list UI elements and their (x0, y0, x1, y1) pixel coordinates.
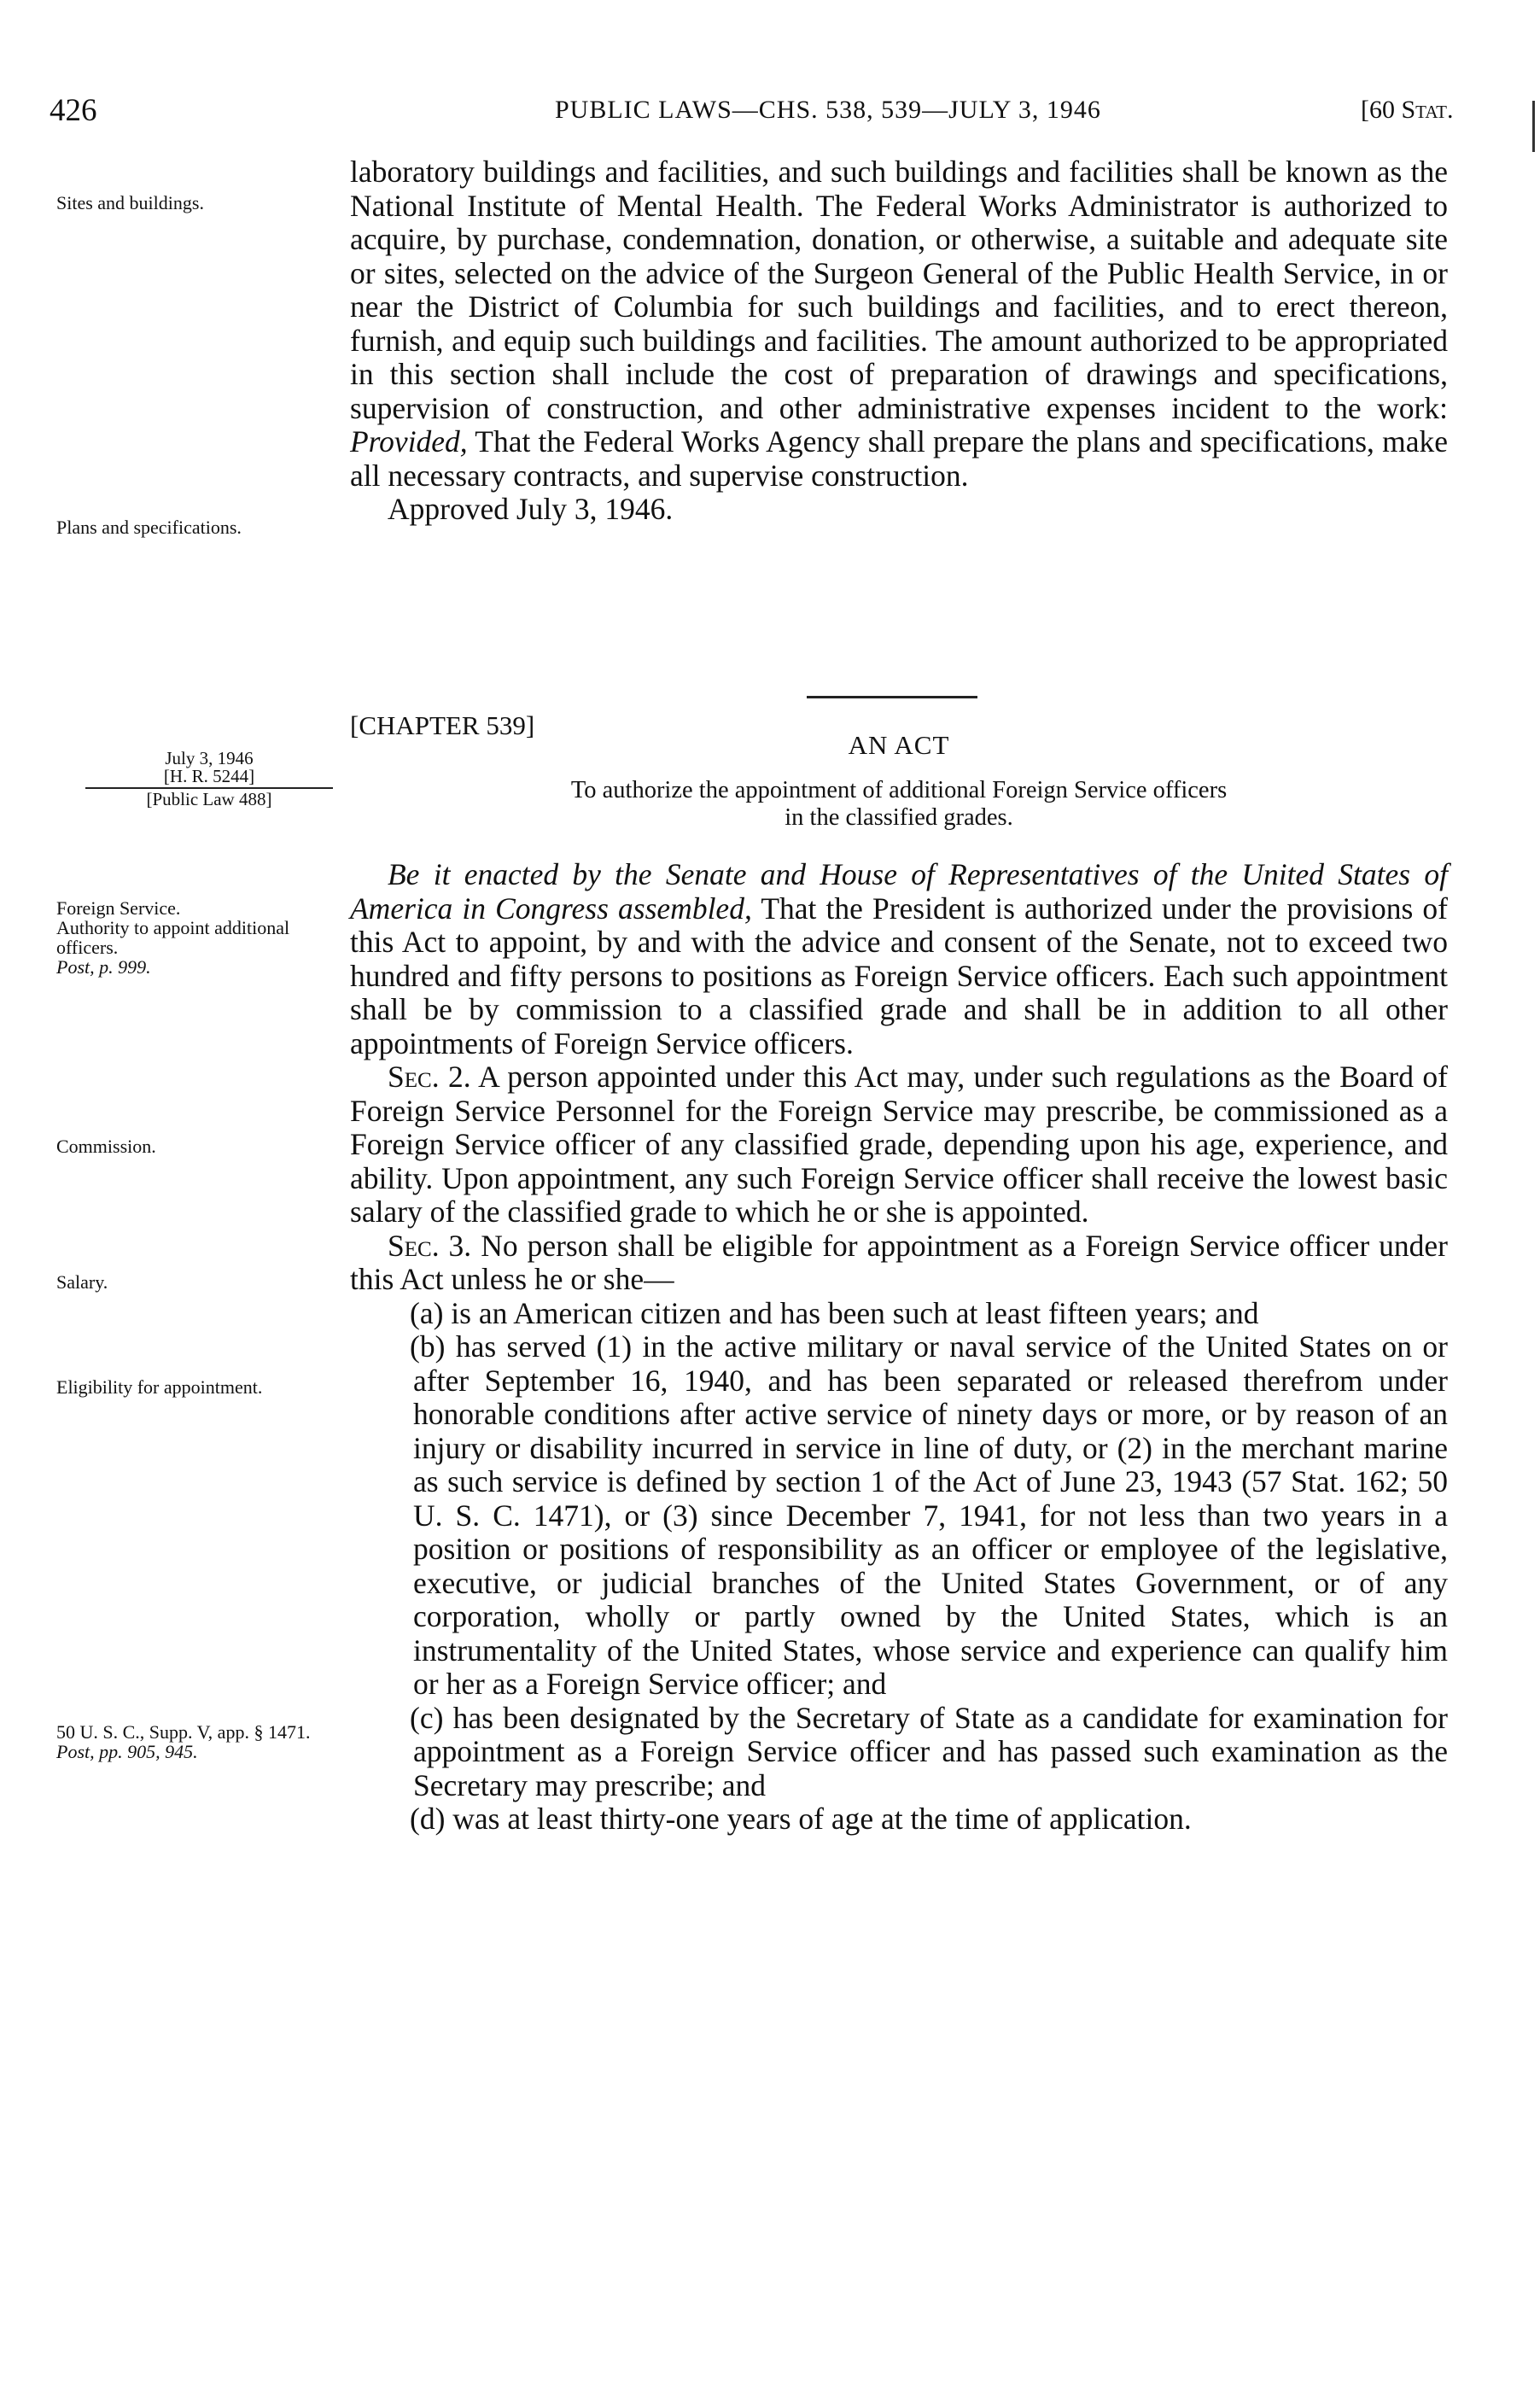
an-act-heading: AN ACT (848, 730, 950, 760)
page-number: 426 (50, 93, 97, 128)
chapter-539-text (350, 858, 1448, 1837)
margin-note-sites: Sites and buildings. (56, 192, 204, 213)
clause-b: (b) has served (1) in the active military or naval service of the United States on or after September 16, 1940, and has been separated or released therefrom under honorable conditions after active service of ninety days or more, or by reason of an injury or disability incurred in service in line of duty, or (2) in the merchant marine as such service is defined by section 1 of the Act of June 23, 1943 (57 Stat. 162; 50 U. S. C. 1471), or (3) since December 7, 1941, for not less than two years in a position or positions of responsibility as an officer or employee of the legislative, executive, or judicial branches of the United States Government, or of any corporation, wholly or partly owned by the United States, which is an instrumentality of the United States, whose service and experience can qualify him or her as a Foreign Service officer; and (410, 1329, 1448, 1701)
clause-d: (d) was at least thirty-one years of age at the time of application. (410, 1802, 1192, 1836)
bill-reference-box (85, 750, 333, 809)
section-1: Be it enacted by the Senate and House of Representatives of the United States of America in Congress assembled, That the President is authorized under the provisions of this Act to appoint, by and with the advice and consent of the Senate, not to exceed two hundred and fifty persons to positions as Foreign Service officers. Each such appointment shall be by commission to a classified grade and shall be in addition to all other appointments of Foreign Service officers. (350, 857, 1448, 1060)
section-3: Sec. 3. No person shall be eligible for appointment as a Foreign Service officer under this Act unless he or she— (350, 1228, 1448, 1296)
margin-note-eligibility: Eligibility for appointment. (56, 1376, 263, 1398)
margin-note-authority: Authority to appoint additional officers. (56, 917, 290, 958)
chapter-538-paragraph: laboratory buildings and facilities, and such buildings and facilities shall be known as the National Institute of Mental Health. The Federal Works Administrator is authorized to acquire, by purchase, condemnation, donation, or otherwise, a suitable and adequate site or sites, selected on the advice of the Surgeon General of the Public Health Service, in or near the District of Columbia for such buildings and facilities, and to erect thereon, furnish, and equip such buildings and facilities. The amount authorized to be appropriated in this section shall include the cost of preparation of drawings and specifications, supervision of construction, and other administrative expenses incident to the work: Provided, That the Federal Works Agency shall prepare the plans and specifications, make all necessary contracts, and supervise construction. (350, 155, 1448, 493)
margin-note-plans: Plans and specifications. (56, 517, 242, 538)
margin-note-usc (56, 1722, 312, 1761)
margin-note-foreign-service (56, 898, 330, 977)
approval-date: July 3, 1946 (165, 748, 254, 768)
provided-keyword: Provided, (350, 424, 468, 458)
public-law-number: [Public Law 488] (85, 787, 333, 809)
volume-reference: [60 Stat. (1361, 96, 1454, 124)
clause-c: (c) has been designated by the Secretary of State as a candidate for examination for appointment as a Foreign Service officer and has passed such examination as the Secretary may prescribe; and (410, 1700, 1448, 1802)
section-2: Sec. 2. A person appointed under this Act may, under such regulations as the Board of Foreign Service Personnel for the Foreign Service may prescribe, be commissioned as a Foreign Service officer of any classified grade, depending upon his age, experience, and ability. Upon appointment, any such Foreign Service officer shall receive the lowest basic salary of the classified grade to which he or she is appointed. (350, 1060, 1449, 1229)
enacting-clause: Be it enacted by the Senate and House of Representatives of the United States of America in Congress assembled, (350, 857, 1448, 926)
section-3-label: Sec. 3. (388, 1228, 472, 1263)
approval-line: Approved July 3, 1946. (388, 492, 674, 526)
margin-note-cross-reference: Post, pp. 905, 945. (56, 1741, 198, 1762)
margin-note-usc-citation: 50 U. S. C., Supp. V, app. § 1471. (56, 1721, 311, 1743)
page-edge-rule (1532, 101, 1535, 152)
section-2-label: Sec. 2. (388, 1060, 471, 1094)
bill-number: [H. R. 5244] (163, 766, 255, 786)
margin-note-salary: Salary. (56, 1271, 108, 1293)
margin-note-cross-reference: Post, p. 999. (56, 956, 151, 978)
chapter-label: [CHAPTER 539] (350, 710, 535, 740)
running-head: PUBLIC LAWS—CHS. 538, 539—JULY 3, 1946 (555, 96, 1101, 124)
margin-note-commission: Commission. (56, 1136, 156, 1157)
margin-note-title: Foreign Service. (56, 897, 181, 919)
page-header (0, 92, 1540, 143)
chapter-separator-rule (807, 696, 977, 698)
act-title-line: in the classified grades. (785, 804, 1013, 831)
act-title-line: To authorize the appointment of additional Foreign Service officers (570, 777, 1228, 803)
chapter-538-text (350, 155, 1448, 527)
act-title (350, 777, 1448, 832)
clause-a: (a) is an American citizen and has been such at least fifteen years; and (410, 1295, 1259, 1330)
